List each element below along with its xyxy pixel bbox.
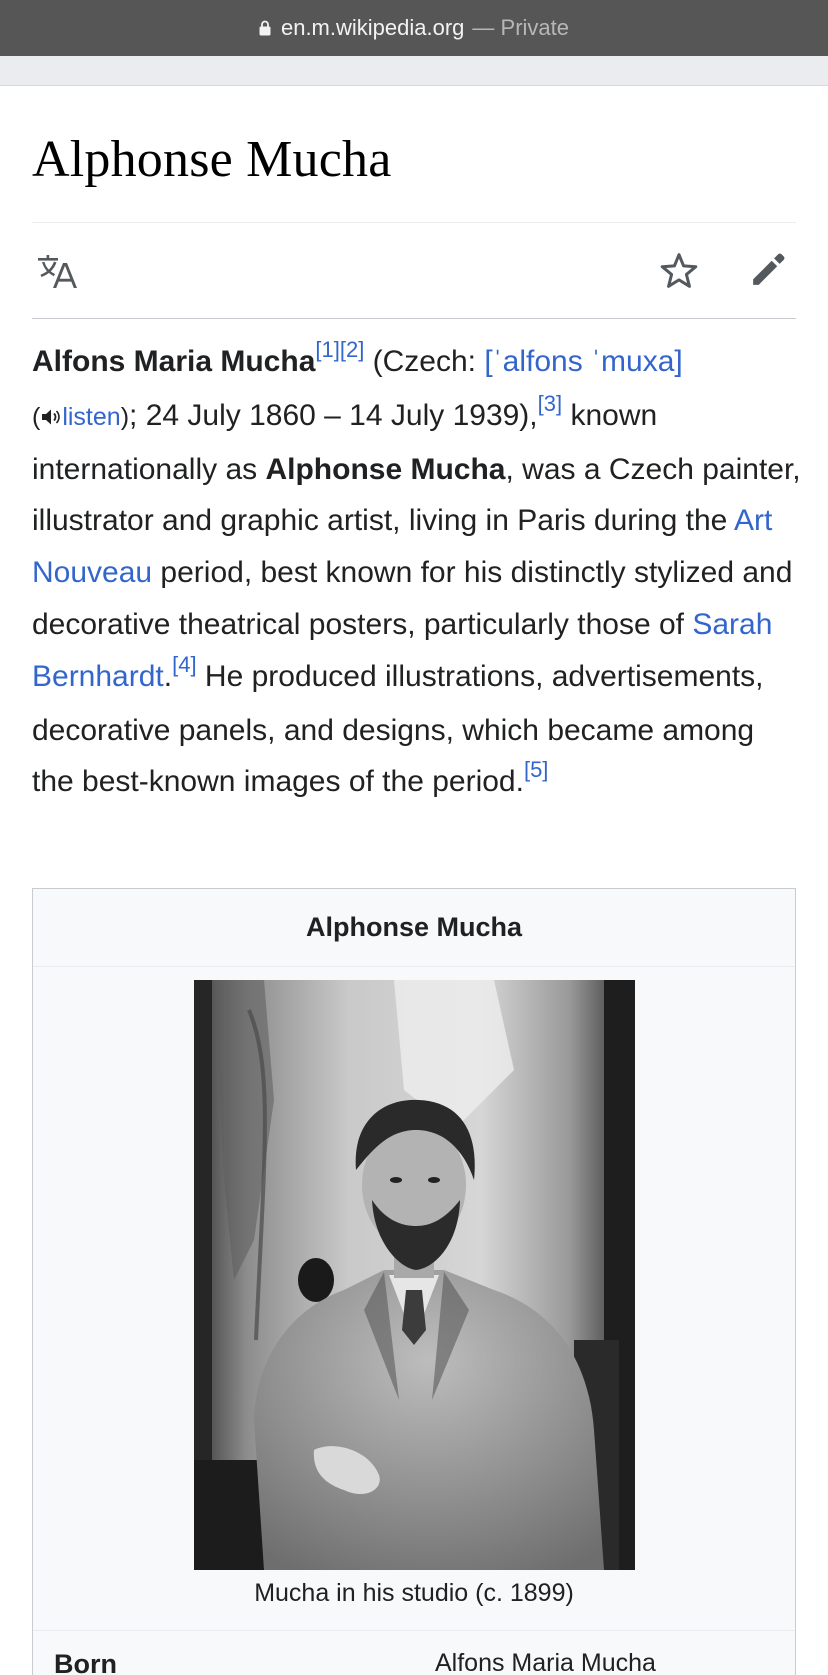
pencil-icon[interactable] [750, 250, 788, 288]
url-domain: en.m.wikipedia.org [280, 15, 465, 40]
private-indicator: — Private [472, 15, 570, 40]
page-actions-bar [32, 222, 796, 318]
photo-caption: Mucha in his studio (c. 1899) [254, 1579, 574, 1607]
subject-name: Alfons Maria Mucha [32, 345, 316, 378]
site-header-strip [0, 56, 828, 86]
speaker-icon [40, 407, 62, 427]
browser-address-bar[interactable] [0, 0, 828, 56]
citation-4[interactable]: [4] [172, 651, 197, 677]
ipa-pronunciation-link[interactable]: [ˈalfons ˈmuxa] [484, 345, 683, 378]
subject-common-name: Alphonse Mucha [265, 452, 506, 486]
infobox-title: Alphonse Mucha [33, 889, 795, 967]
infobox-row-divider [33, 1630, 795, 1631]
star-icon[interactable] [660, 252, 698, 289]
citation-2[interactable]: [2] [339, 337, 365, 362]
born-label: Born [54, 1649, 117, 1675]
sarah-bernhardt-link[interactable]: Sarah Bernhardt [32, 607, 773, 693]
portrait-photo[interactable] [194, 980, 635, 1570]
citation-3[interactable]: [3] [537, 390, 563, 416]
translate-icon[interactable] [38, 255, 78, 289]
art-nouveau-link[interactable]: Art Nouveau [32, 504, 773, 590]
infobox [32, 888, 796, 1675]
citation-1[interactable]: [1] [315, 337, 340, 362]
lead-paragraph: Alfons Maria Mucha[1][2] (Czech: [ˈalfons ˈmuxa] ( listen); 24 July 1860 – 14 July 1939),[3] known internationally as Alphonse Mucha, was a Czech painter, illustrator and graphic artist, living in Paris during the Art Nouveau period, best known for his distinctly stylized and decorative theatrical posters, particularly those of Sarah Bernhardt.[4] He produced illustrations, advertisements, decorative panels, and designs, which became among the best-known images of the period.[5] [32, 337, 801, 799]
lock-icon [259, 20, 271, 36]
listen-audio-link[interactable]: listen [62, 402, 121, 431]
page-title: Alphonse Mucha [32, 131, 392, 188]
born-value: Alfons Maria Mucha [435, 1649, 656, 1675]
actions-divider [32, 318, 796, 319]
citation-5[interactable]: [5] [523, 757, 549, 783]
